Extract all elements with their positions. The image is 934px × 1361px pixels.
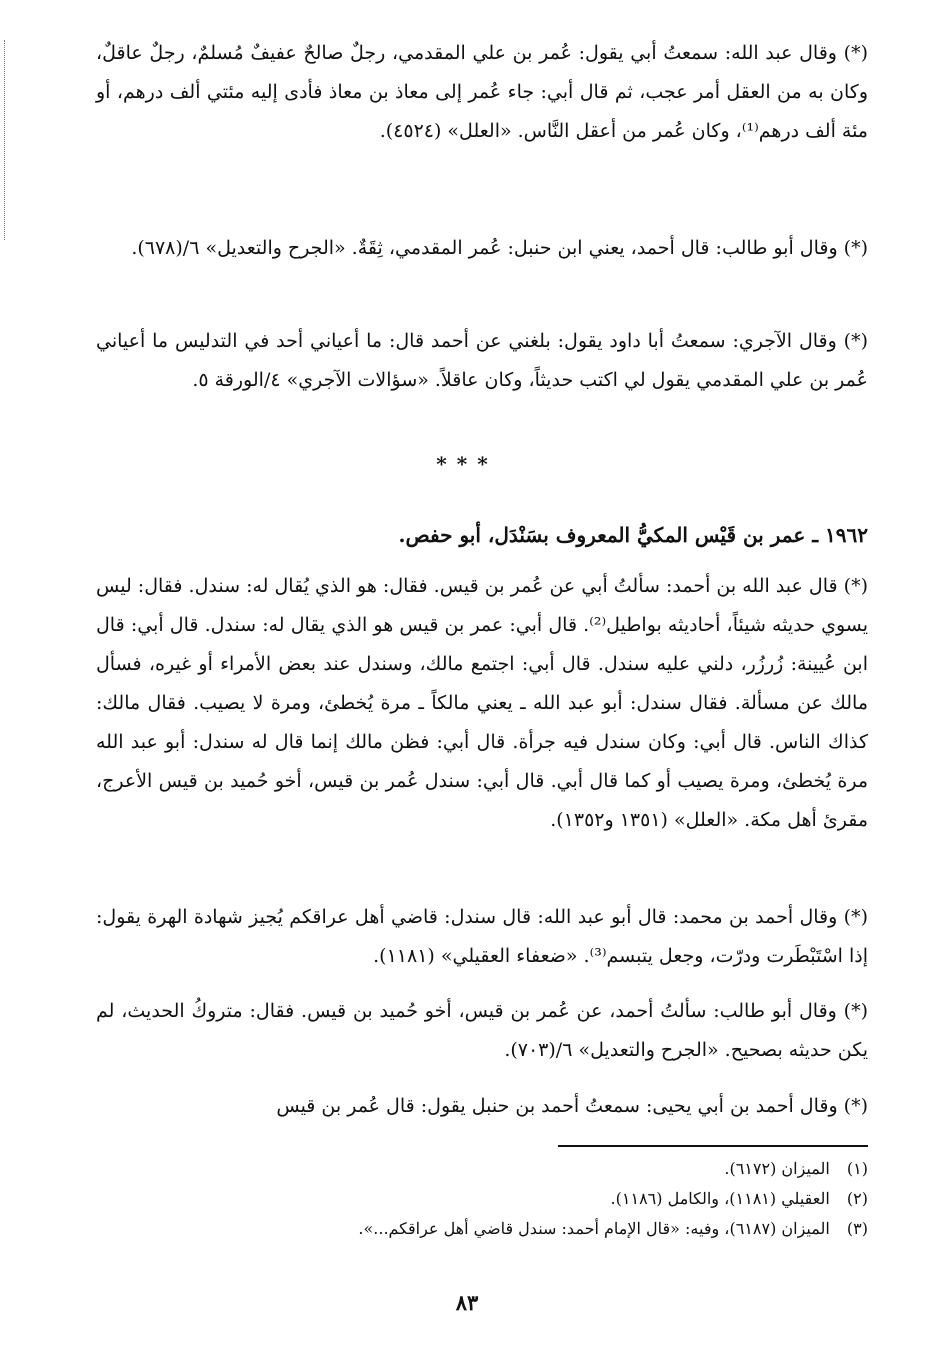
footnote-2 [96, 1184, 868, 1214]
paragraph-sandal-3: (*) وقال أبو طالب: سألتُ أحمد، عن عُمر بن قيس، أخو حُميد بن قيس. فقال: متروكُ الحديث، لم يكن حديثه بصحيح. «الجرح والتعديل» ٦/(٧٠٣). [96, 1000, 868, 1061]
footnote-number: (١) [846, 1159, 868, 1178]
footnote-3 [96, 1214, 868, 1244]
section-divider: *** [436, 452, 498, 476]
footnote-number: (٣) [846, 1219, 868, 1238]
paragraph-sandal-1: (*) قال عبد الله بن أحمد: سألتُ أبي عن عُمر بن قيس. فقال: هو الذي يُقال له: سندل. فقال: ليس يسوي حديثه شيئاً، أحاديثه بواطيل⁽²⁾. قال أبي: عمر بن قيس هو الذي يقال له: سندل. قال أبي: قال ابن عُيينة: زُرزُر، دلني عليه سندل. قال أبي: اجتمع مالك، وسندل عند بعض الأمراء أو غيره، فسأل مالك عن مسألة. فقال سندل: أبو عبد الله ـ يعني مالكاً ـ مرة يُخطئ، ومرة لا يصيب. فقال مالك: كذاك الناس. قال أبي: وكان سندل فيه جرأة. قال أبي: فظن مالك إنما قال له سندل: أبو عبد الله مرة يُخطئ، ومرة يصيب أو كما قال أبي. قال أبي: سندل عُمر بن قيس، أخو حُميد بن قيس الأعرج، مقرئ أهل مكة. «العلل» (١٣٥١ و١٣٥٢). [96, 575, 869, 831]
paragraph-sandal-4: (*) وقال أحمد بن أبي يحيى: سمعتُ أحمد بن حنبل يقول: قال عُمر بن قيس [276, 1095, 868, 1117]
footnotes [96, 1154, 868, 1244]
footnote-text: العقيلي (١١٨١)، والكامل (١١٨٦). [610, 1189, 830, 1208]
paragraph-umar-muqaddami-3: (*) وقال الآجري: سمعتُ أبا داود يقول: بلغني عن أحمد قال: ما أعياني أحد في التدليس ما أعياني عُمر بن علي المقدمي يقول لي اكتب حديثاً، وكان عاقلاً. «سؤالات الآجري» ٤/الورقة ٥. [96, 330, 868, 391]
footnote-number: (٢) [846, 1189, 868, 1208]
entry-heading: ١٩٦٢ ـ عمر بن قَيْس المكيُّ المعروف بسَنْدَل، أبو حفص. [398, 523, 868, 547]
paragraph-umar-muqaddami-1: (*) وقال عبد الله: سمعتُ أبي يقول: عُمر بن علي المقدمي، رجلٌ صالحٌ عفيفٌ مُسلمٌ، رجلٌ عاقلٌ، وكان به من العقل أمر عجب، ثم قال أبي: جاء عُمر إلى معاذ بن معاذ فأدى إليه مئتي ألف درهم، أو مئة ألف درهم⁽¹⁾، وكان عُمر من أعقل النَّاس. «العلل» (٤٥٢٤). [96, 42, 868, 142]
margin-scan-marks [4, 40, 11, 240]
page-number: ٨٣ [455, 1290, 479, 1315]
footnote-text: الميزان (٦١٧٢). [724, 1159, 830, 1178]
footnote-text: الميزان (٦١٨٧)، وفيه: «قال الإمام أحمد: سندل قاضي أهل عراقكم...». [358, 1219, 830, 1238]
footnote-1 [96, 1154, 868, 1184]
paragraph-sandal-2: (*) وقال أحمد بن محمد: قال أبو عبد الله: قال سندل: قاضي أهل عراقكم يُجيز شهادة الهرة يقول: إذا اسْتَبْطَرت ودرّت، وجعل يتبسم⁽³⁾. «ضعفاء العقيلي» (١١٨١). [96, 906, 868, 967]
footnote-separator [558, 1145, 868, 1147]
paragraph-umar-muqaddami-2: (*) وقال أبو طالب: قال أحمد، يعني ابن حنبل: عُمر المقدمي، ثِقَةٌ. «الجرح والتعديل» ٦/(٦٧٨). [131, 237, 868, 259]
